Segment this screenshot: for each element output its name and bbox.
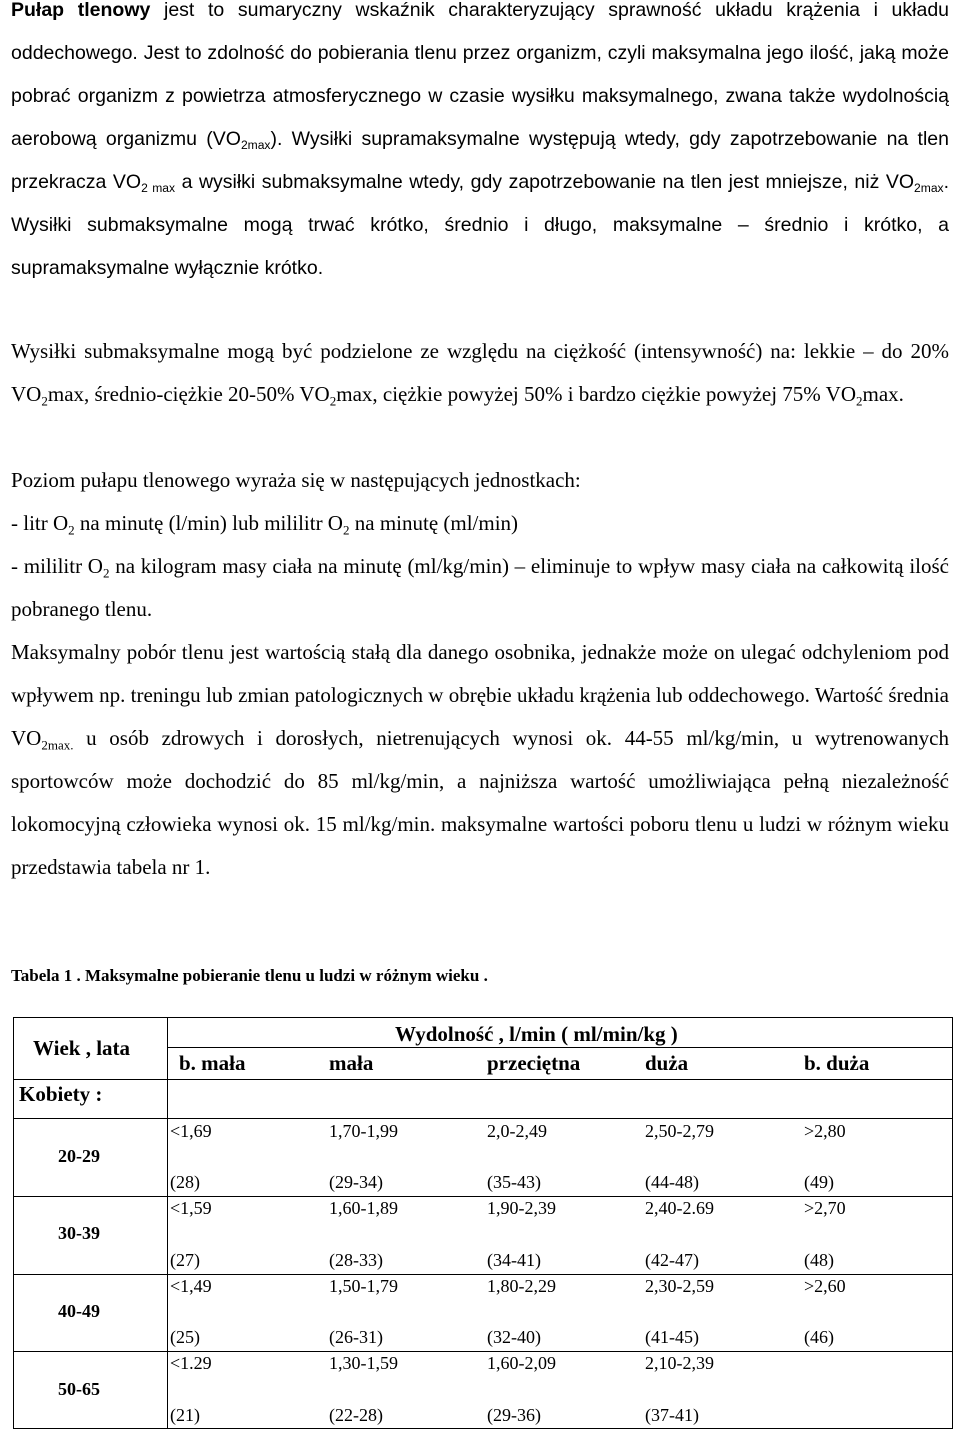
table-cell: 2,40-2.69 [645,1198,714,1218]
table-cell: (34-41) [487,1250,541,1270]
table-cell: 1,80-2,29 [487,1276,556,1296]
text-run: na minutę (l/min) lub mililitr O [74,511,343,535]
subscript: 2 [855,393,863,409]
table-cell: <1.29 [170,1353,212,1373]
table-border-left [13,1017,14,1429]
table-cell: >2,60 [804,1276,846,1296]
level-header: mała [329,1051,374,1075]
table-cell: (26-31) [329,1327,383,1347]
text-run: Wysiłki submaksymalne mogą być podzielone ze względu na ciężkość (intensywność) na: lekkie – do 20% VO [11,339,949,406]
table-cell: (35-43) [487,1172,541,1192]
paragraph-vo2max-definition [11,0,949,290]
table-cell: 2,0-2,49 [487,1121,547,1141]
table-rule [13,1351,953,1352]
table-cell: (48) [804,1250,834,1270]
table-cell: 2,50-2,79 [645,1121,714,1141]
level-header: przeciętna [487,1051,581,1075]
text-run: Maksymalny pobór tlenu jest wartością stałą dla danego osobnika, jednakże może on ulegać odchyleniom pod wpływem np. treningu lub zmian patologicznych w obrębie układu krążenia lub oddechowego. Wartość średnia VO [11,640,949,750]
text-run: max, ciężkie powyżej 50% i bardzo ciężkie powyżej 75% VO [336,382,856,406]
table-cell: (27) [170,1250,200,1270]
table-cell: (28) [170,1172,200,1192]
table-cell: (41-45) [645,1327,699,1347]
paragraph-unit-mlkgmin [11,545,949,631]
subscript: 2 [68,522,75,538]
table-cell: <1,59 [170,1198,212,1218]
age-group: 20-29 [58,1146,100,1166]
subscript: 2 [102,565,110,581]
table-cell: >2,80 [804,1121,846,1141]
text-run: jest to sumaryczny wskaźnik charakteryzujący sprawność układu krążenia i układu oddechowego. Jest to zdolność do pobierania tlenu przez organizm, czyli maksymalna jego ilość, jaką może pobrać organizm z powietrza atmosferycznego w czasie wysiłku maksymalnego, zwana także wydolnością aerobową organizmu (VO [11,0,950,150]
table-cell: (25) [170,1327,200,1347]
text-run: . Wysiłki submaksymalne mogą trwać krótko, średnio i długo, maksymalne – średnio i krótko, a supramaksymalne wyłącznie krótko. [11,171,950,279]
table-cell: 2,10-2,39 [645,1353,714,1373]
table-cell: <1,49 [170,1276,212,1296]
table-cell: (22-28) [329,1405,383,1425]
table-rule [167,1017,168,1429]
table-cell: <1,69 [170,1121,212,1141]
table-cell: 1,30-1,59 [329,1353,398,1373]
level-header: duża [645,1051,689,1075]
table-cell: (32-40) [487,1327,541,1347]
level-header: b. mała [179,1051,246,1075]
paragraph-intensity [11,330,949,416]
table-cell: >2,70 [804,1198,846,1218]
table-cell: 1,70-1,99 [329,1121,398,1141]
paragraph-unit-lmin [11,502,949,545]
age-header: Wiek , lata [33,1036,131,1060]
text-run: na minutę (ml/min) [349,511,519,535]
table-cell: (21) [170,1405,200,1425]
table-cell: 1,60-2,09 [487,1353,556,1373]
age-group: 40-49 [58,1301,100,1321]
text-run: Poziom pułapu tlenowego wyraża się w następujących jednostkach: [11,468,581,492]
term-pulap-tlenowy: Pułap tlenowy [11,0,151,21]
table-cell: 2,30-2,59 [645,1276,714,1296]
table-cell: 1,60-1,89 [329,1198,398,1218]
text-run: - mililitr O [11,554,103,578]
paragraph-max-uptake [11,631,949,889]
table-cell: (37-41) [645,1405,699,1425]
text-run: na kilogram masy ciała na minutę (ml/kg/min) – eliminuje to wpływ masy ciała na całkowitą ilość pobranego tlenu. [11,554,949,621]
table-cell: 1,90-2,39 [487,1198,556,1218]
text-run: max, średnio-ciężkie 20-50% VO [47,382,330,406]
subscript: 2 max [141,181,176,196]
table-border-right [952,1017,953,1429]
level-header: b. duża [804,1051,870,1075]
capacity-table [13,1017,953,1429]
age-group: 30-39 [58,1223,100,1243]
table-border-top [13,1017,953,1018]
text-run: a wysiłki submaksymalne wtedy, gdy zapotrzebowanie na tlen jest mniejsze, niż VO [175,171,915,193]
subscript: 2 [342,522,350,538]
table-cell: (29-34) [329,1172,383,1192]
table-rule [13,1118,953,1119]
table-cell: (29-36) [487,1405,541,1425]
group-label: Kobiety : [19,1082,103,1106]
text-run: max. [862,382,904,406]
text-run: ). Wysiłki supramaksymalne występują wtedy, gdy zapotrzebowanie na tlen przekracza VO [11,128,949,193]
text-run: u osób zdrowych i dorosłych, nietrenujących wynosi ok. 44-55 ml/kg/min, u wytrenowanych sportowców może dochodzić do 85 ml/kg/min, a najniższa wartość umożliwiająca pełną niezależność lokomocyjną człowieka wynosi ok. 15 ml/kg/min. maksymalne wartości poboru tlenu u ludzi w różnym wieku przedstawia tabela nr 1. [11,726,949,879]
table-cell: (46) [804,1327,834,1347]
table-border-bottom [13,1428,953,1429]
age-group: 50-65 [58,1379,100,1399]
subscript: 2 [329,393,337,409]
paragraph-units-intro [11,459,949,502]
capacity-header: Wydolność , l/min ( ml/min/kg ) [395,1022,678,1046]
table-rule [167,1047,953,1048]
subscript: 2max. [41,737,74,753]
subscript: 2max [240,138,271,153]
table-cell: (42-47) [645,1250,699,1270]
table-rule [13,1079,953,1080]
table-cell: (49) [804,1172,834,1192]
subscript: 2 [41,393,48,409]
table-cell: (44-48) [645,1172,699,1192]
text-run: - litr O [11,511,69,535]
table-cell: 1,50-1,79 [329,1276,398,1296]
table-cell: (28-33) [329,1250,383,1270]
table-caption: Tabela 1 . Maksymalne pobieranie tlenu u ludzi w różnym wieku . [11,966,488,985]
subscript: 2max [914,181,944,196]
